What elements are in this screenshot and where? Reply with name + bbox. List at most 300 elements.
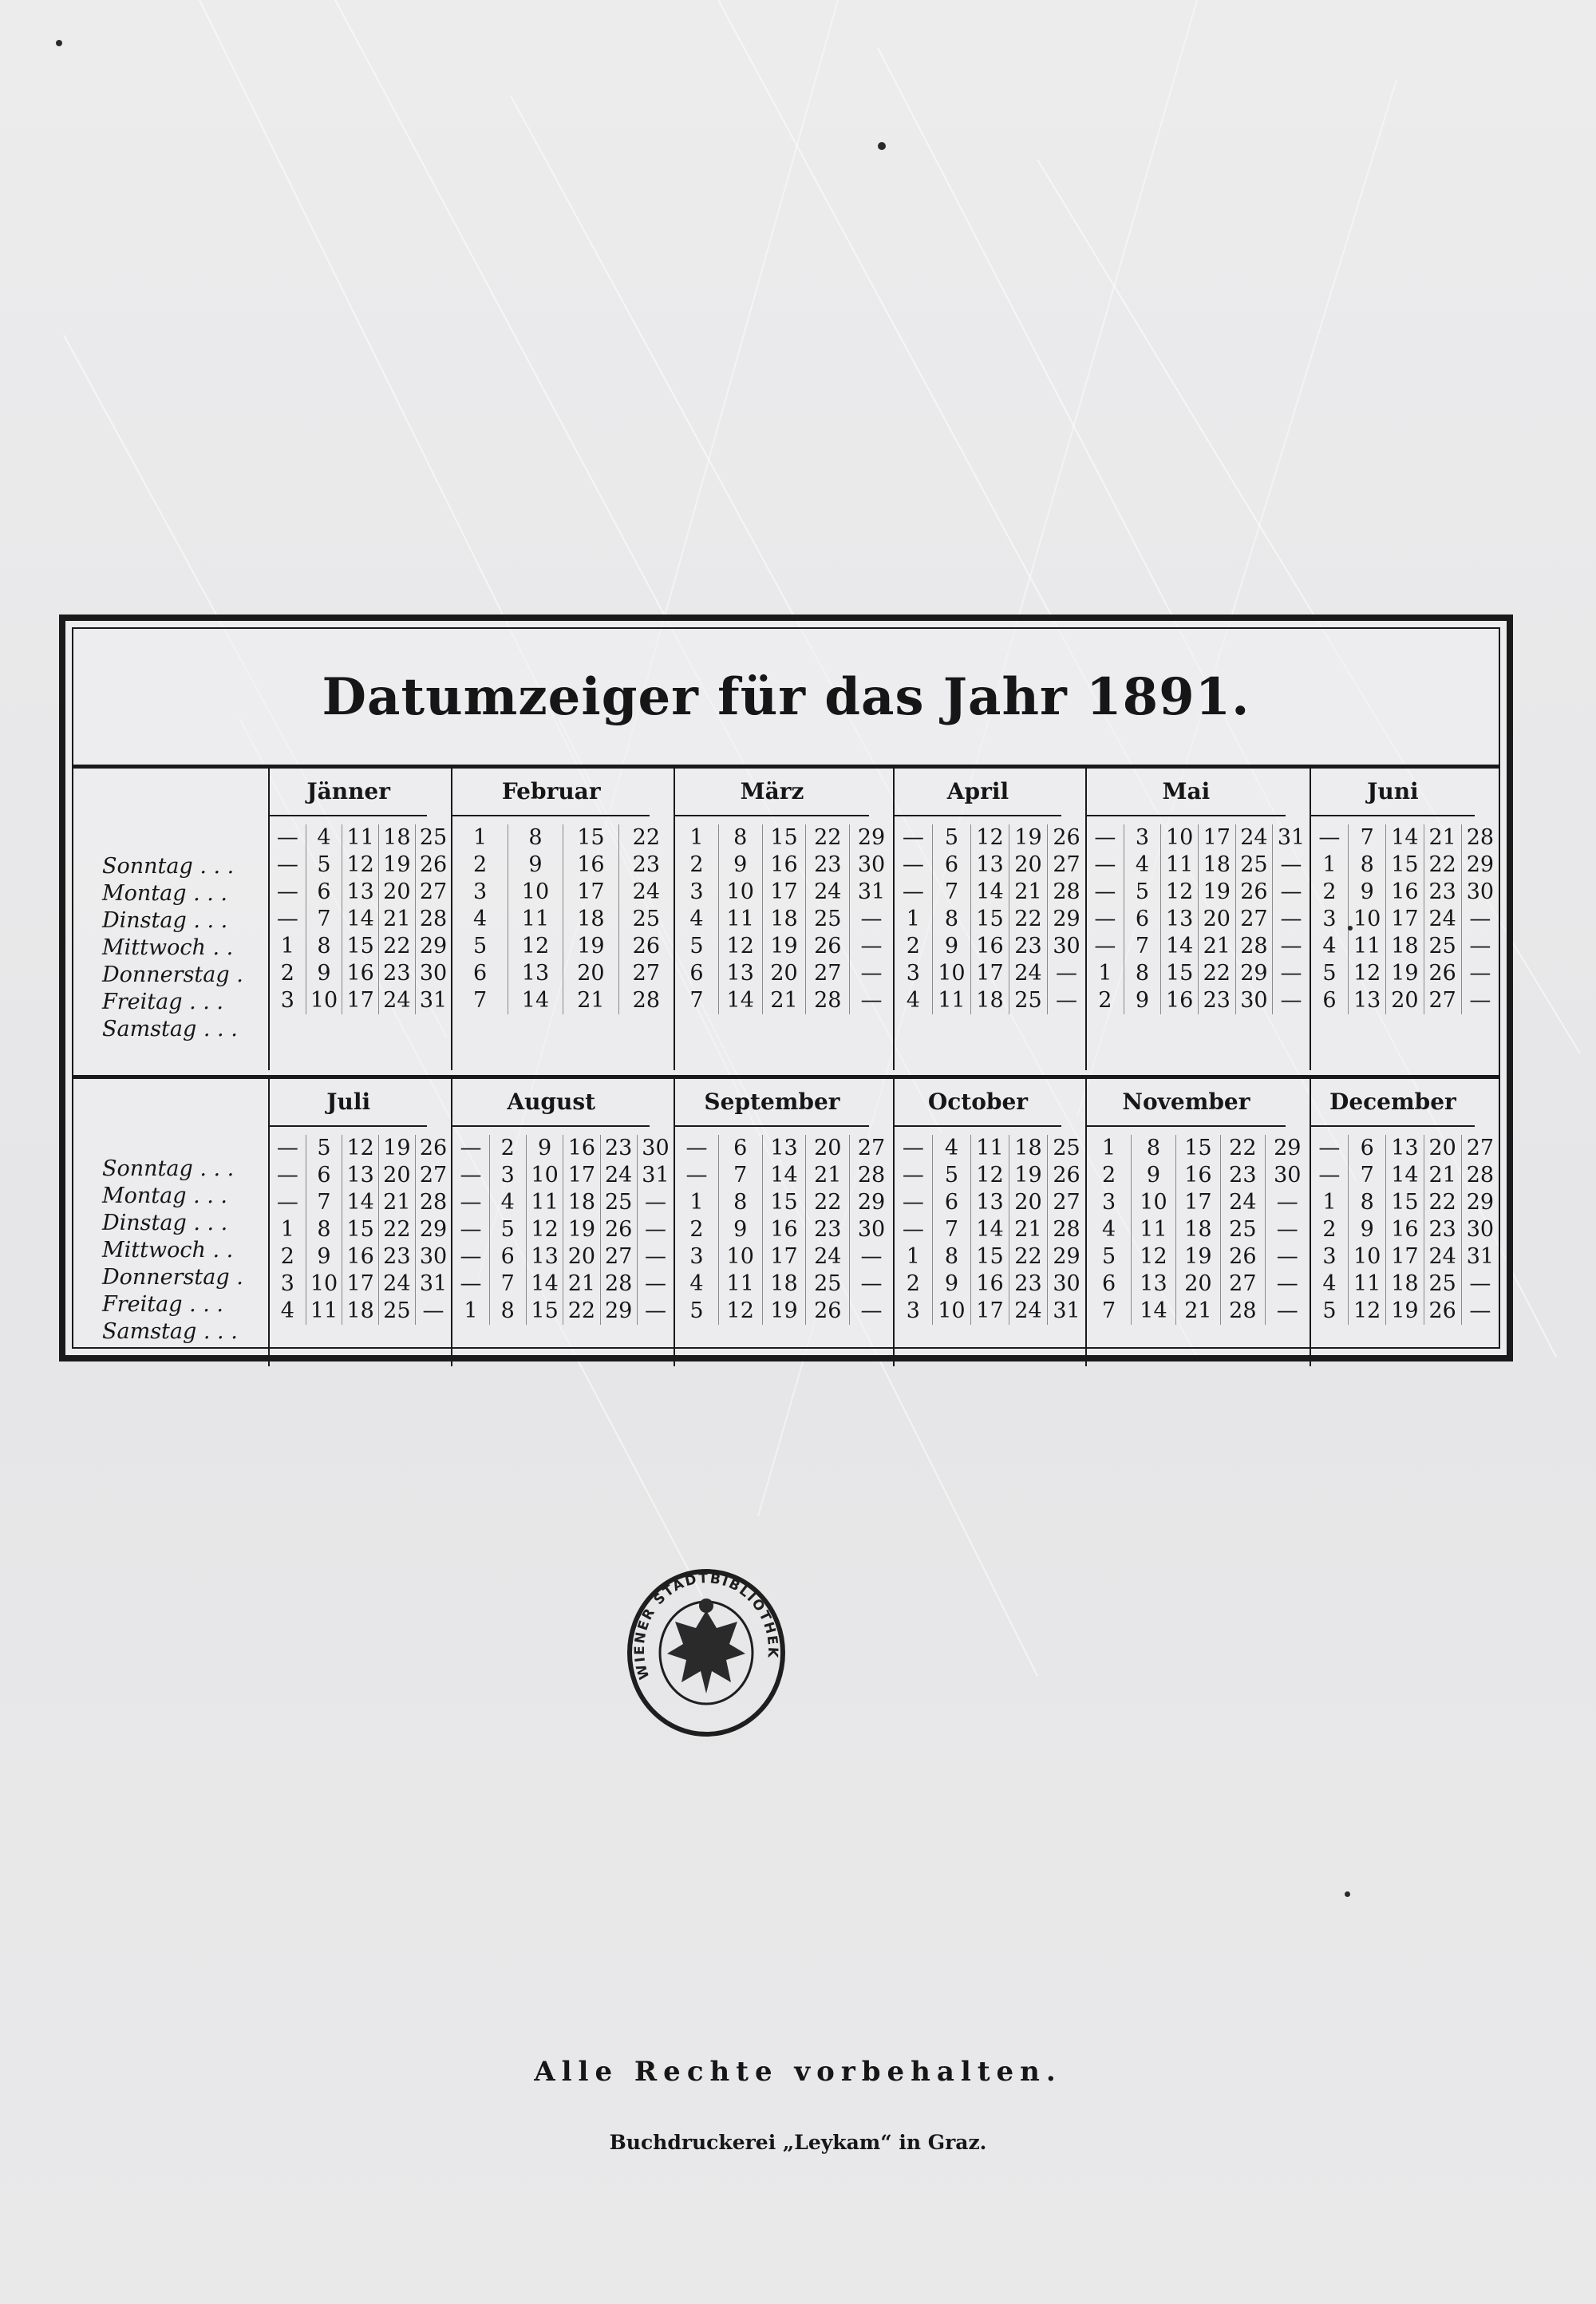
week-column [1087,824,1124,1014]
week-column [1273,824,1310,1014]
date-cell: 28 [419,907,448,931]
date-cell: 12 [976,1163,1004,1188]
date-cell: 11 [726,907,754,931]
month-name: October [895,1079,1061,1127]
date-cell: 3 [1322,907,1337,931]
date-cell: — [1276,1298,1298,1323]
date-cell: — [902,1190,924,1215]
date-cell: 20 [1391,988,1419,1013]
date-cell: 4 [1135,852,1150,877]
title-band [73,629,1499,769]
date-cell: 16 [577,852,605,877]
date-cell: 24 [1428,1244,1456,1269]
month-name: März [675,769,869,816]
week-column [933,1135,971,1325]
date-cell: 21 [770,988,798,1013]
date-cell: 26 [1053,825,1080,850]
week-column [508,824,563,1014]
date-cell: 26 [604,1217,633,1242]
date-cell: 29 [1466,1190,1495,1215]
date-cell: 2 [1098,988,1112,1013]
weekday-label: Sonntag . . . [102,854,235,879]
date-cell: — [460,1136,482,1160]
date-cell: 14 [346,1190,374,1215]
date-cell: 15 [1391,1190,1419,1215]
printer-imprint: Buchdruckerei „Leykam“ in Graz. [609,2131,987,2154]
date-cell: 8 [1146,1136,1161,1160]
date-cell: 26 [1229,1244,1257,1269]
date-cell: 17 [577,879,605,904]
date-cell: 5 [500,1217,515,1242]
date-cell: 20 [770,961,798,986]
date-cell: 17 [976,961,1004,986]
date-cell: — [1318,825,1341,850]
date-cell: 17 [770,1244,798,1269]
date-cell: 3 [906,961,920,986]
date-cell: 2 [280,961,294,986]
date-cell: 24 [1229,1190,1257,1215]
week-column [1424,824,1462,1014]
date-cell: 5 [317,852,331,877]
date-cell: — [422,1298,444,1323]
date-cell: — [1094,934,1116,958]
date-cell: 18 [1203,852,1231,877]
date-cell: 30 [1053,1271,1080,1296]
date-cell: 13 [521,961,550,986]
week-column [1311,824,1349,1014]
date-cell: 6 [1101,1271,1116,1296]
date-cell: — [460,1244,482,1269]
date-cell: — [1276,1244,1298,1269]
date-cell: 9 [317,1244,331,1269]
date-cell: 6 [472,961,488,986]
month-block [893,769,1085,1070]
month-block [268,769,451,1070]
date-cell: 10 [938,1298,966,1323]
date-cell: 7 [500,1271,515,1296]
month-block [674,1079,893,1366]
date-cell: 23 [1428,1217,1456,1242]
week-column [1386,824,1424,1014]
date-cell: 21 [1428,1163,1456,1188]
week-column [850,1135,893,1325]
date-cell: 12 [521,934,550,958]
date-cell: 7 [944,1217,959,1242]
date-cell: 25 [1240,852,1268,877]
date-cell: 23 [1203,988,1231,1013]
date-cell: 12 [1353,961,1381,986]
week-column [1048,1135,1085,1325]
date-cell: 11 [531,1190,559,1215]
date-cell: 17 [1203,825,1231,850]
date-cell: 30 [857,852,886,877]
date-cell: — [1094,852,1116,877]
date-cell: 14 [531,1271,559,1296]
date-cell: 10 [1140,1190,1167,1215]
date-cell: 22 [814,1190,842,1215]
date-cell: 10 [726,879,754,904]
date-cell: 20 [1184,1271,1212,1296]
date-cell: — [276,1136,298,1160]
date-cell: 18 [1391,1271,1419,1296]
date-cell: 6 [733,1136,748,1160]
date-cell: 22 [814,825,842,850]
date-cell: 22 [1229,1136,1257,1160]
date-cell: 7 [1135,934,1150,958]
date-cell: — [1094,907,1116,931]
date-cell: 21 [577,988,605,1013]
date-cell: 7 [733,1163,748,1188]
date-cell: 31 [419,1271,448,1296]
week-column [1424,1135,1462,1325]
month-block [451,1079,674,1366]
date-cell: 28 [1240,934,1268,958]
week-column [452,824,508,1014]
month-name: September [675,1079,869,1127]
date-cell: 2 [1322,879,1337,904]
date-cell: 13 [726,961,754,986]
date-cell: 14 [1140,1298,1167,1323]
date-cell: 23 [632,852,661,877]
date-cell: 28 [604,1271,633,1296]
date-cell: — [276,1163,298,1188]
date-cell: 10 [1353,1244,1381,1269]
date-cell: 29 [604,1298,633,1323]
date-cell: 16 [770,852,798,877]
calendar-title: Datumzeiger für das Jahr 1891. [322,666,1250,727]
date-cell: — [1469,961,1491,986]
date-cell: 10 [310,988,338,1013]
date-cell: 20 [1428,1136,1456,1160]
month-block [1310,769,1499,1070]
date-cell: 19 [1391,1298,1419,1323]
week-column [719,824,763,1014]
date-cell: 9 [528,852,543,877]
date-cell: 31 [1466,1244,1495,1269]
date-cell: 21 [1014,1217,1042,1242]
date-cell: 27 [1229,1271,1257,1296]
date-cell: 25 [1014,988,1042,1013]
date-cell: 19 [1184,1244,1212,1269]
date-cell: 4 [472,907,488,931]
date-cell: — [1280,961,1302,986]
date-cell: 14 [1165,934,1194,958]
date-cell: 9 [944,934,959,958]
week-column [1266,1135,1310,1325]
date-cell: — [860,934,883,958]
month-block [451,769,674,1070]
date-cell: 17 [1391,1244,1419,1269]
week-column [601,1135,638,1325]
week-column [638,1135,674,1325]
date-cell: — [1280,852,1302,877]
date-cell: 13 [976,852,1004,877]
week-column [850,824,893,1014]
date-cell: 4 [689,1271,704,1296]
date-cell: 6 [944,1190,959,1215]
date-cell: 13 [1391,1136,1419,1160]
date-cell: 31 [1277,825,1306,850]
date-cell: 26 [632,934,661,958]
date-cell: 24 [383,1271,411,1296]
date-cell: 21 [1428,825,1456,850]
date-cell: 22 [567,1298,596,1323]
date-cell: 25 [604,1190,633,1215]
date-cell: 21 [1014,879,1042,904]
date-cell: 13 [1353,988,1381,1013]
date-cell: 2 [906,934,920,958]
date-cell: 15 [1184,1136,1212,1160]
date-cell: 30 [857,1217,886,1242]
date-cell: 4 [1101,1217,1116,1242]
date-cell: 22 [1203,961,1231,986]
date-cell: 20 [567,1244,596,1269]
date-cell: 30 [1466,1217,1495,1242]
date-cell: 16 [346,961,374,986]
date-cell: 26 [1240,879,1268,904]
week-column [1236,824,1274,1014]
week-column [675,824,719,1014]
date-cell: 6 [689,961,704,986]
week-columns [1311,816,1499,1014]
date-cell: 23 [1014,1271,1042,1296]
date-cell: 24 [1014,1298,1042,1323]
date-cell: — [460,1190,482,1215]
date-cell: — [1469,1271,1491,1296]
weekday-label: Donnerstag . [102,1265,243,1290]
date-cell: 11 [1353,1271,1381,1296]
date-cell: 11 [976,1136,1004,1160]
weekday-label: Sonntag . . . [102,1156,235,1181]
date-cell: 28 [1466,825,1495,850]
date-cell: 27 [604,1244,633,1269]
date-cell: 7 [944,879,959,904]
date-cell: 10 [726,1244,754,1269]
date-cell: 4 [1322,934,1337,958]
date-cell: 18 [976,988,1004,1013]
date-cell: — [1056,988,1078,1013]
week-columns [270,816,451,1014]
date-cell: 3 [500,1163,515,1188]
paper-speck [56,40,62,46]
date-cell: 14 [726,988,754,1013]
date-cell: 10 [1353,907,1381,931]
week-column [1349,1135,1386,1325]
calendar-inner-frame [72,627,1500,1349]
date-cell: 2 [1322,1217,1337,1242]
date-cell: 19 [577,934,605,958]
week-column [306,1135,343,1325]
date-cell: 25 [632,907,661,931]
date-cell: 10 [531,1163,559,1188]
date-cell: — [1280,907,1302,931]
date-cell: 30 [1466,879,1495,904]
date-cell: 25 [814,907,842,931]
date-cell: 5 [1322,1298,1337,1323]
date-cell: 16 [1391,1217,1419,1242]
date-cell: 1 [1322,852,1337,877]
date-cell: 1 [689,1190,704,1215]
date-cell: 28 [419,1190,448,1215]
date-cell: 25 [1053,1136,1080,1160]
week-column [527,1135,563,1325]
week-columns [452,816,674,1014]
date-cell: — [276,879,298,904]
date-cell: — [1469,1298,1491,1323]
date-cell: 8 [1360,852,1374,877]
weekday-label: Donnerstag . [102,962,243,987]
date-cell: — [902,879,924,904]
week-column [563,1135,600,1325]
date-cell: — [860,961,883,986]
date-cell: 21 [1184,1298,1212,1323]
date-cell: 13 [531,1244,559,1269]
week-column [763,824,807,1014]
date-cell: 2 [500,1136,515,1160]
date-cell: 16 [1184,1163,1212,1188]
date-cell: 31 [419,988,448,1013]
date-cell: — [860,988,883,1013]
date-cell: 2 [906,1271,920,1296]
date-cell: 8 [944,1244,959,1269]
date-cell: 6 [944,852,959,877]
date-cell: — [1094,825,1116,850]
date-cell: 15 [531,1298,559,1323]
date-cell: 17 [1184,1190,1212,1215]
weekday-label: Dinstag . . . [102,1211,228,1235]
date-cell: 17 [1391,907,1419,931]
date-cell: 5 [472,934,488,958]
date-cell: 20 [1014,852,1042,877]
date-cell: 16 [1391,879,1419,904]
date-cell: — [644,1217,666,1242]
date-cell: 6 [500,1244,515,1269]
date-cell: 23 [814,852,842,877]
week-column [1161,824,1199,1014]
week-column [895,1135,933,1325]
date-cell: 26 [419,852,448,877]
date-cell: 15 [346,1217,374,1242]
date-cell: 24 [1240,825,1268,850]
weekday-label: Mittwoch . . [102,1238,234,1263]
date-cell: 6 [1322,988,1337,1013]
date-cell: 24 [1428,907,1456,931]
date-cell: 11 [938,988,966,1013]
weekday-label: Montag . . . [102,881,228,906]
weekday-label: Samstag . . . [102,1319,238,1344]
date-cell: 28 [1466,1163,1495,1188]
month-name: Juli [270,1079,427,1127]
week-column [1176,1135,1221,1325]
date-cell: 1 [689,825,704,850]
date-cell: 22 [383,934,411,958]
date-cell: 10 [310,1271,338,1296]
date-cell: 8 [1135,961,1150,986]
date-cell: 7 [317,1190,331,1215]
date-cell: — [460,1163,482,1188]
date-cell: 12 [726,934,754,958]
paper-speck [1348,926,1353,931]
week-columns [1311,1127,1499,1325]
date-cell: 8 [500,1298,515,1323]
month-name: Februar [452,769,650,816]
date-cell: 12 [976,825,1004,850]
month-name: Juni [1311,769,1475,816]
date-cell: 29 [857,825,886,850]
date-cell: 29 [419,934,448,958]
date-cell: 28 [1053,1217,1080,1242]
date-cell: 29 [1240,961,1268,986]
date-cell: 28 [814,988,842,1013]
week-column [270,1135,306,1325]
date-cell: 24 [1014,961,1042,986]
date-cell: 1 [464,1298,478,1323]
date-cell: 9 [944,1271,959,1296]
stamp-text: WIENER STADTBIBLIOTHEK [631,1571,781,1682]
week-column [270,824,306,1014]
month-name: August [452,1079,650,1127]
date-cell: — [1469,934,1491,958]
date-cell: 19 [383,852,411,877]
date-cell: 14 [521,988,550,1013]
date-cell: 27 [814,961,842,986]
month-name: November [1087,1079,1286,1127]
week-column [379,1135,416,1325]
date-cell: 18 [770,907,798,931]
date-cell: 17 [976,1298,1004,1323]
date-cell: 31 [1053,1298,1080,1323]
date-cell: 27 [857,1136,886,1160]
date-cell: 30 [642,1136,670,1160]
week-columns [895,1127,1085,1325]
date-cell: 9 [733,852,748,877]
week-column [416,1135,452,1325]
date-cell: 4 [500,1190,515,1215]
week-column [1048,824,1085,1014]
date-cell: 4 [1322,1271,1337,1296]
date-cell: 9 [537,1136,552,1160]
week-column [933,824,971,1014]
date-cell: 27 [1240,907,1268,931]
date-cell: 24 [604,1163,633,1188]
date-cell: 3 [1135,825,1150,850]
week-column [563,824,618,1014]
date-cell: 14 [1391,825,1419,850]
date-cell: — [1469,907,1491,931]
date-cell: — [1280,879,1302,904]
date-cell: — [902,1217,924,1242]
date-cell: — [860,1298,883,1323]
date-cell: 22 [383,1217,411,1242]
date-cell: 3 [1101,1190,1116,1215]
date-cell: — [1276,1190,1298,1215]
date-cell: 4 [689,907,704,931]
date-cell: 19 [383,1136,411,1160]
date-cell: 2 [689,1217,704,1242]
date-cell: 14 [1391,1163,1419,1188]
date-cell: 22 [632,825,661,850]
week-column [1199,824,1236,1014]
date-cell: — [902,1163,924,1188]
date-cell: 30 [1053,934,1080,958]
date-cell: 15 [976,1244,1004,1269]
date-cell: 8 [528,825,543,850]
date-cell: 24 [632,879,661,904]
date-cell: 5 [944,825,959,850]
date-cell: 8 [317,1217,331,1242]
date-cell: 6 [317,879,331,904]
date-cell: — [276,852,298,877]
